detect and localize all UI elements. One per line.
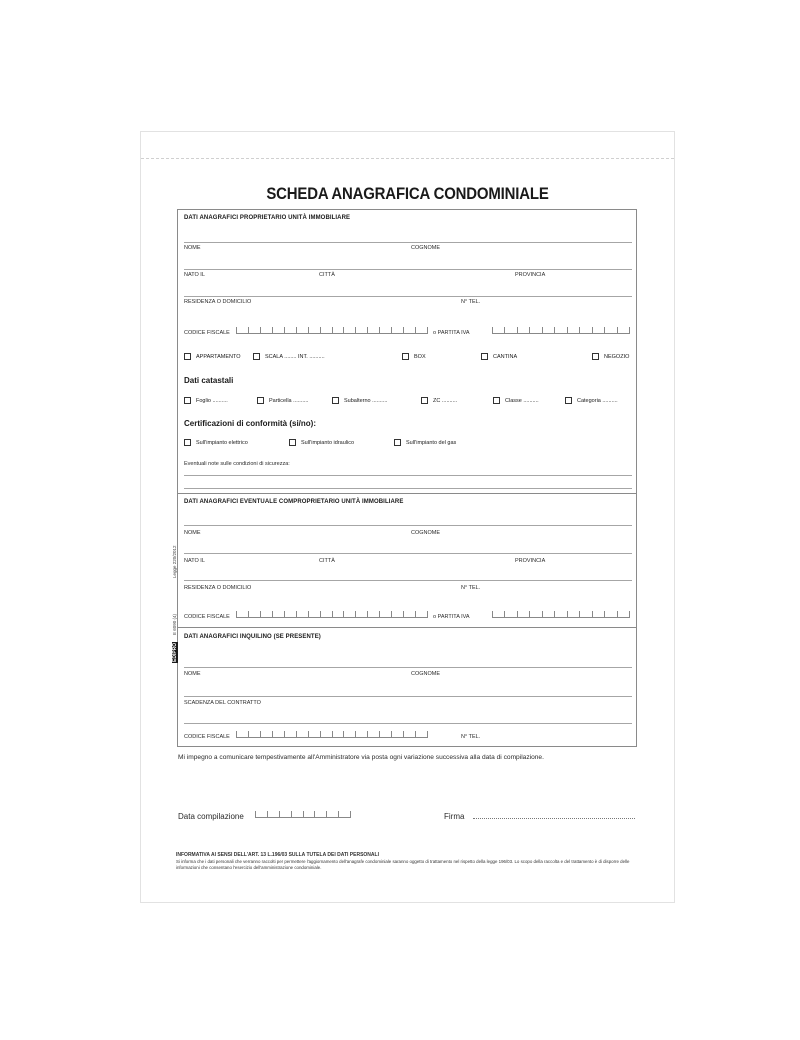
field-line — [184, 296, 632, 297]
residenza-label: RESIDENZA O DOMICILIO — [184, 299, 252, 305]
codice-fiscale-label: CODICE FISCALE — [184, 614, 230, 620]
coowner-heading: DATI ANAGRAFICI EVENTUALE COMPROPRIETARIO UNITÀ IMMOBILIARE — [184, 499, 404, 505]
field-line — [184, 242, 632, 243]
checkbox-box[interactable] — [493, 397, 500, 404]
partita-iva-label: o PARTITA IVA — [433, 614, 470, 620]
note-sicurezza-label: Eventuali note sulle condizioni di sicurezza: — [184, 461, 290, 467]
provincia-label: PROVINCIA — [515, 272, 546, 278]
checkbox-subalterno[interactable]: Subalterno .......... — [332, 397, 387, 404]
partita-iva-boxes[interactable] — [492, 327, 630, 334]
data-compilazione-label: Data compilazione — [178, 812, 244, 821]
checkbox-impianto-elettrico[interactable]: Sull'impianto elettrico — [184, 439, 248, 446]
field-line — [184, 696, 632, 697]
checkbox-cantina[interactable]: CANTINA — [481, 353, 517, 360]
codice-fiscale-boxes[interactable] — [236, 731, 428, 738]
privacy-body: Si informa che i dati personali che verranno raccolti per permettere l'aggiornamento dell'anagrafe condominiale saranno oggetto di trattamento nel rispetto della legge 196/03. Lo scopo della raccolta e del trattamento è di disporre delle informazioni che consentano l'esercizio dell'amministrazione condominiale. — [176, 859, 630, 870]
checkbox-appartamento[interactable]: APPARTAMENTO — [184, 353, 241, 360]
tel-label: N° TEL. — [461, 585, 481, 591]
firma-line[interactable] — [473, 818, 635, 819]
nome-label: NOME — [184, 530, 201, 536]
field-line — [184, 488, 632, 489]
firma-label: Firma — [444, 812, 465, 821]
codice-fiscale-label: CODICE FISCALE — [184, 330, 230, 336]
field-line — [184, 475, 632, 476]
cognome-label: COGNOME — [411, 671, 441, 677]
form-title: SCHEDA ANAGRAFICA CONDOMINIALE — [266, 184, 549, 203]
checkbox-negozio[interactable]: NEGOZIO — [592, 353, 629, 360]
field-line — [184, 723, 632, 724]
field-line — [184, 269, 632, 270]
provincia-label: PROVINCIA — [515, 558, 546, 564]
codice-fiscale-label: CODICE FISCALE — [184, 734, 230, 740]
nome-label: NOME — [184, 671, 201, 677]
codice-fiscale-boxes[interactable] — [236, 611, 428, 618]
checkbox-box[interactable] — [394, 439, 401, 446]
tel-label: N° TEL. — [461, 299, 481, 305]
checkbox-impianto-gas[interactable]: Sull'impianto del gas — [394, 439, 456, 446]
field-line — [184, 667, 632, 668]
privacy-heading: INFORMATIVA AI SENSI DELL'ART. 13 L.196/03 SULLA TUTELA DEI DATI PERSONALI — [176, 852, 379, 858]
nome-label: NOME — [184, 245, 201, 251]
scadenza-label: SCADENZA DEL CONTRATTO — [184, 700, 261, 706]
nato-il-label: NATO IL — [184, 558, 205, 564]
checkbox-box[interactable] — [289, 439, 296, 446]
checkbox-particella[interactable]: Particella .......... — [257, 397, 308, 404]
tenant-section — [177, 627, 637, 747]
coowner-section — [177, 493, 637, 628]
cognome-label: COGNOME — [411, 245, 441, 251]
owner-heading: DATI ANAGRAFICI PROPRIETARIO UNITÀ IMMOBILIARE — [184, 215, 351, 221]
residenza-label: RESIDENZA O DOMICILIO — [184, 585, 252, 591]
tenant-heading: DATI ANAGRAFICI INQUILINO (SE PRESENTE) — [184, 634, 321, 640]
codice-fiscale-boxes[interactable] — [236, 327, 428, 334]
legge-label: Legge 220/2012 — [172, 545, 177, 578]
checkbox-box[interactable] — [481, 353, 488, 360]
checkbox-box[interactable] — [184, 353, 191, 360]
checkbox-box[interactable] — [184, 439, 191, 446]
checkbox-zc[interactable]: ZC .......... — [421, 397, 457, 404]
form-sheet — [140, 131, 675, 903]
catasto-heading: Dati catastali — [184, 376, 234, 385]
checkbox-box[interactable] — [257, 397, 264, 404]
checkbox-box[interactable] — [402, 353, 409, 360]
field-line — [184, 525, 632, 526]
checkbox-box[interactable] — [592, 353, 599, 360]
field-line — [184, 553, 632, 554]
checkbox-foglio[interactable]: Foglio .......... — [184, 397, 228, 404]
checkbox-impianto-idraulico[interactable]: Sull'impianto idraulico — [289, 439, 354, 446]
partita-iva-boxes[interactable] — [492, 611, 630, 618]
checkbox-scala[interactable]: SCALA ........ INT. .......... — [253, 353, 325, 360]
perforation-line — [141, 158, 674, 159]
brand-logo: EDIPRO — [172, 642, 178, 662]
checkbox-box[interactable] — [184, 397, 191, 404]
checkbox-box[interactable] — [565, 397, 572, 404]
checkbox-box[interactable] — [421, 397, 428, 404]
checkbox-categoria[interactable]: Categoria .......... — [565, 397, 618, 404]
field-line — [184, 580, 632, 581]
partita-iva-label: o PARTITA IVA — [433, 330, 470, 336]
cognome-label: COGNOME — [411, 530, 441, 536]
product-code: E 6090 (4) — [172, 613, 177, 635]
checkbox-box[interactable] — [253, 353, 260, 360]
citta-label: CITTÀ — [319, 558, 335, 564]
commitment-text: Mi impegno a comunicare tempestivamente all'Amministratore via posta ogni variazione successiva alla data di compilazione. — [178, 754, 544, 761]
tel-label: N° TEL. — [461, 734, 481, 740]
nato-il-label: NATO IL — [184, 272, 205, 278]
checkbox-box[interactable] — [332, 397, 339, 404]
owner-section — [177, 209, 637, 494]
checkbox-box-unit[interactable]: BOX — [402, 353, 426, 360]
certificazioni-heading: Certificazioni di conformità (si/no): — [184, 419, 317, 428]
checkbox-classe[interactable]: Classe .......... — [493, 397, 539, 404]
data-compilazione-boxes[interactable] — [255, 811, 351, 818]
citta-label: CITTÀ — [319, 272, 335, 278]
